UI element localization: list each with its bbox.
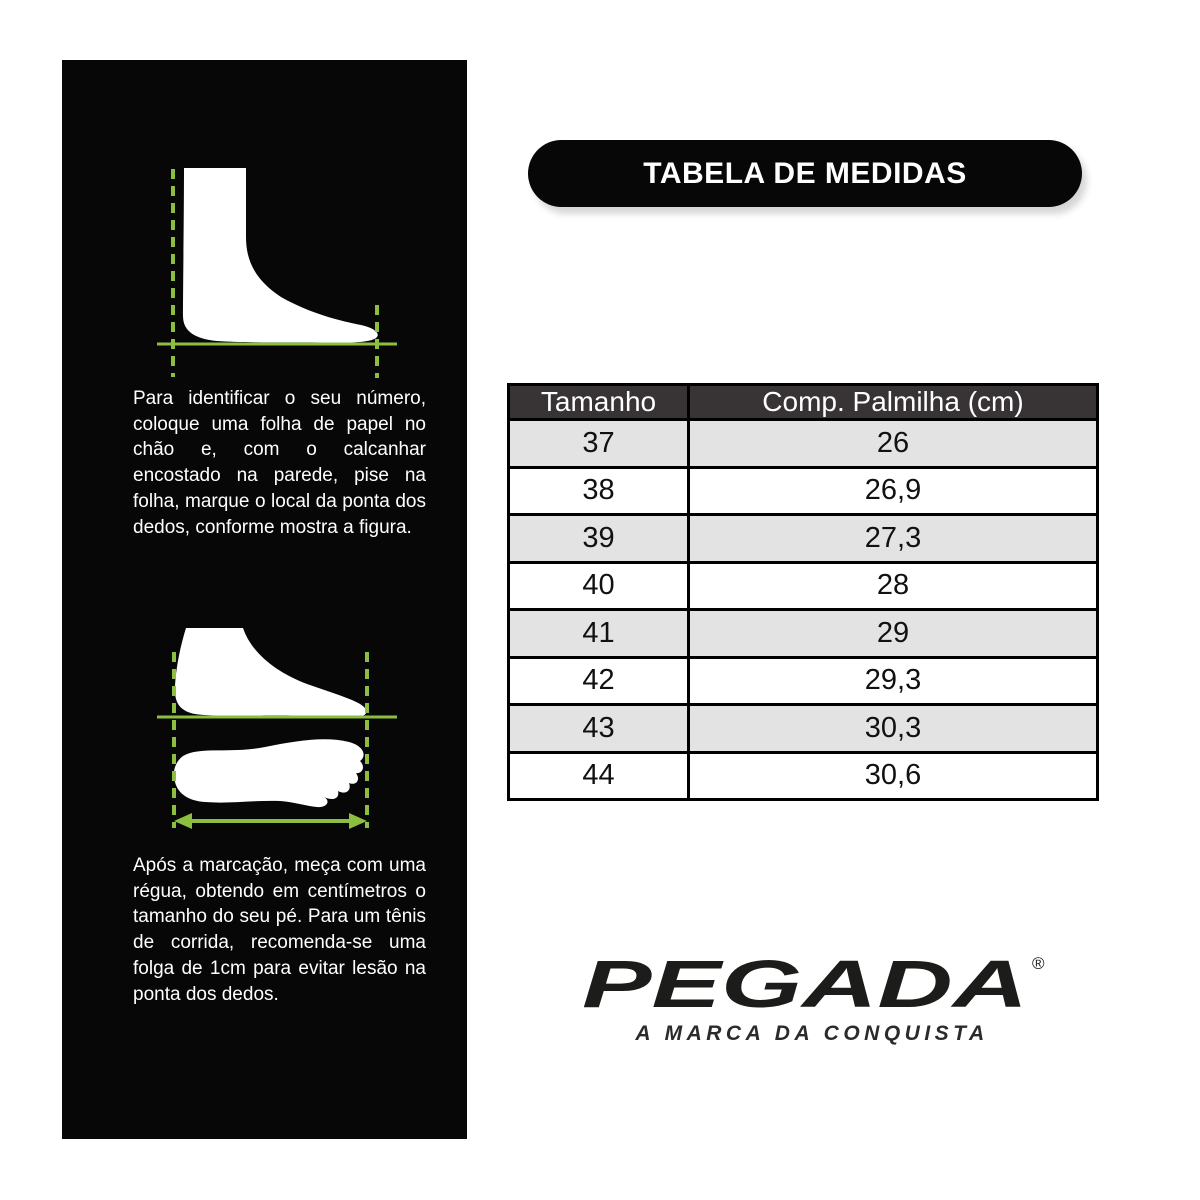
brand-logo: [540, 943, 1070, 1053]
size-cell: 41: [509, 610, 689, 658]
table-row: [509, 752, 1098, 800]
insole-cell: 27,3: [689, 515, 1098, 563]
column-header-insole-length: Comp. Palmilha (cm): [689, 385, 1098, 420]
table-row: [509, 515, 1098, 563]
title-pill: [528, 140, 1082, 207]
size-cell: 37: [509, 420, 689, 468]
table-row: [509, 562, 1098, 610]
size-cell: 40: [509, 562, 689, 610]
length-arrow-right-head: [349, 813, 367, 829]
foot-profile-silhouette: [175, 628, 366, 717]
size-cell: 43: [509, 705, 689, 753]
page-title: TABELA DE MEDIDAS: [643, 156, 967, 190]
instructions-paragraph-2: Após a marcação, meça com uma régua, obtendo em centímetros o tamanho do seu pé. Para um tênis de corrida, recomenda-se uma folga de 1cm para evitar lesão na ponta dos dedos.: [133, 855, 426, 1005]
brand-logo-text: PEGADA: [582, 947, 1028, 1022]
column-header-size: Tamanho: [509, 385, 689, 420]
insole-cell: 26,9: [689, 467, 1098, 515]
foot-silhouette: [183, 168, 378, 343]
size-cell: 38: [509, 467, 689, 515]
instructions-paragraph-1: Para identificar o seu número, coloque uma folha de papel no chão e, com o calcanhar encostado na parede, pise na folha, marque o local da ponta dos dedos, conforme mostra a figura.: [133, 388, 426, 538]
size-cell: 42: [509, 657, 689, 705]
insole-cell: 29: [689, 610, 1098, 658]
size-cell: 44: [509, 752, 689, 800]
instructions-panel: [62, 60, 467, 1139]
footprint-silhouette: [174, 739, 364, 807]
insole-cell: 30,6: [689, 752, 1098, 800]
brand-tagline: A MARCA DA CONQUISTA: [635, 1022, 989, 1045]
table-row: [509, 610, 1098, 658]
insole-cell: 29,3: [689, 657, 1098, 705]
size-table: [507, 383, 1099, 801]
length-arrow-left-head: [174, 813, 192, 829]
insole-cell: 26: [689, 420, 1098, 468]
insole-cell: 28: [689, 562, 1098, 610]
size-table-header-row: [509, 385, 1098, 420]
size-cell: 39: [509, 515, 689, 563]
table-row: [509, 705, 1098, 753]
table-row: [509, 420, 1098, 468]
registered-mark: ®: [1032, 954, 1045, 973]
table-row: [509, 467, 1098, 515]
table-row: [509, 657, 1098, 705]
insole-cell: 30,3: [689, 705, 1098, 753]
foot-profile-measure-illustration: [95, 105, 435, 385]
foot-length-measure-illustration: [95, 610, 435, 840]
